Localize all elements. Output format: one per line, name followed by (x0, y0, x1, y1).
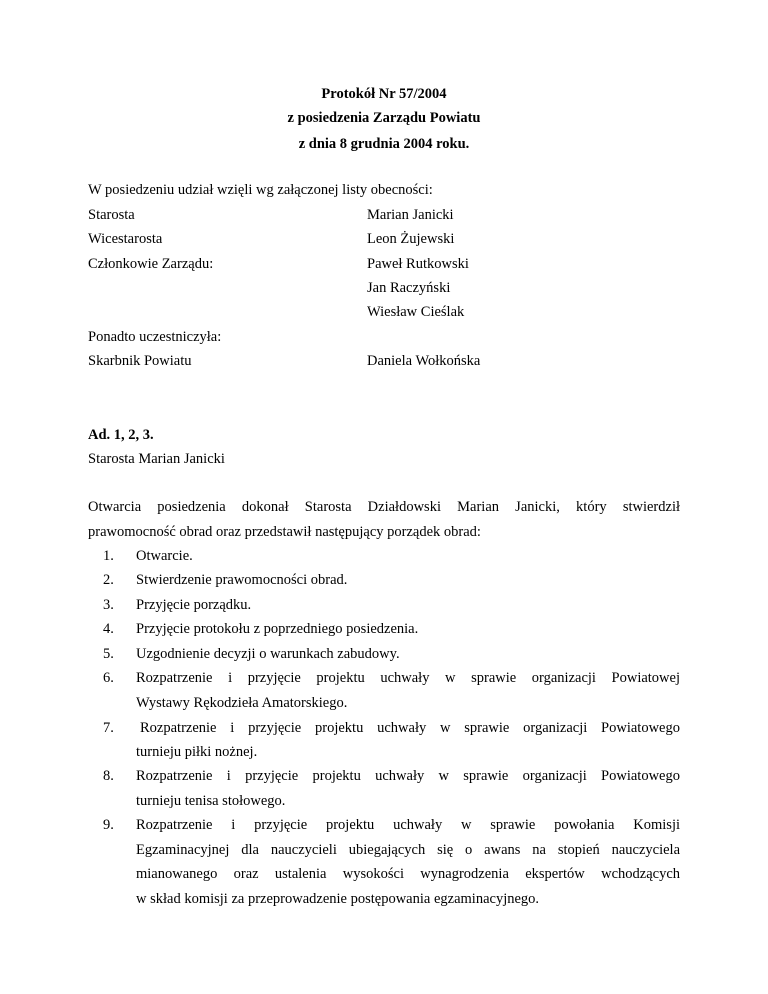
item-text: Przyjęcie porządku. (136, 597, 252, 613)
section-speaker: Starosta Marian Janicki (88, 451, 225, 467)
item-number: 9. (103, 817, 114, 833)
document-subtitle: z posiedzenia Zarządu Powiatu (287, 110, 481, 126)
item-number: 7. (103, 720, 114, 736)
attendance-role: Członkowie Zarządu: (88, 256, 214, 272)
attendance-role: Starosta (88, 207, 135, 223)
item-text: turnieju piłki nożnej. (136, 744, 258, 760)
item-number: 6. (103, 670, 114, 686)
item-number: 3. (103, 597, 114, 613)
attendance-name: Marian Janicki (367, 207, 454, 223)
attendance-name: Paweł Rutkowski (367, 256, 469, 272)
attendance-name: Jan Raczyński (367, 280, 451, 296)
treasurer-name: Daniela Wołkońska (367, 353, 481, 369)
item-text: Otwarcie. (136, 548, 193, 564)
item-number: 4. (103, 621, 114, 637)
item-text: Stwierdzenie prawomocności obrad. (136, 572, 348, 588)
item-number: 2. (103, 572, 114, 588)
opening-paragraph-line: Otwarcia posiedzenia dokonał Starosta Działdowski Marian Janicki, który stwierdził (88, 499, 680, 515)
item-text: turnieju tenisa stołowego. (136, 793, 286, 809)
item-text: w skład komisji za przeprowadzenie postępowania egzaminacyjnego. (136, 891, 540, 907)
attendance-name: Wiesław Cieślak (367, 304, 465, 320)
also-present-label: Ponadto uczestniczyła: (88, 329, 222, 345)
item-number: 5. (103, 646, 114, 662)
item-text: Rozpatrzenie i przyjęcie projektu uchwały w sprawie organizacji Powiatowej (136, 670, 680, 686)
document-title: Protokół Nr 57/2004 (321, 86, 447, 102)
item-text: Uzgodnienie decyzji o warunkach zabudowy. (136, 646, 400, 662)
item-text: Wystawy Rękodzieła Amatorskiego. (136, 695, 348, 711)
treasurer-role: Skarbnik Powiatu (88, 353, 192, 369)
attendance-role: Wicestarosta (88, 231, 163, 247)
item-number: 8. (103, 768, 114, 784)
item-number: 1. (103, 548, 114, 564)
attendance-name: Leon Żujewski (367, 231, 455, 247)
opening-paragraph-line: prawomocność obrad oraz przedstawił następujący porządek obrad: (88, 524, 481, 540)
item-text: Rozpatrzenie i przyjęcie projektu uchwały w sprawie organizacji Powiatowego (136, 768, 680, 784)
item-text: mianowanego oraz ustalenia wysokości wynagrodzenia ekspertów wchodzących (136, 866, 680, 882)
item-text: Przyjęcie protokołu z poprzedniego posiedzenia. (136, 621, 419, 637)
section-heading: Ad. 1, 2, 3. (88, 427, 154, 443)
attendance-intro: W posiedzeniu udział wzięli wg załączonej listy obecności: (88, 182, 433, 198)
document-date: z dnia 8 grudnia 2004 roku. (298, 136, 470, 152)
item-text: Rozpatrzenie i przyjęcie projektu uchwały w sprawie powołania Komisji (136, 817, 680, 833)
item-text: Egzaminacyjnej dla nauczycieli ubiegających się o awans na stopień nauczyciela (136, 842, 680, 858)
item-text: Rozpatrzenie i przyjęcie projektu uchwały w sprawie organizacji Powiatowego (140, 720, 680, 736)
